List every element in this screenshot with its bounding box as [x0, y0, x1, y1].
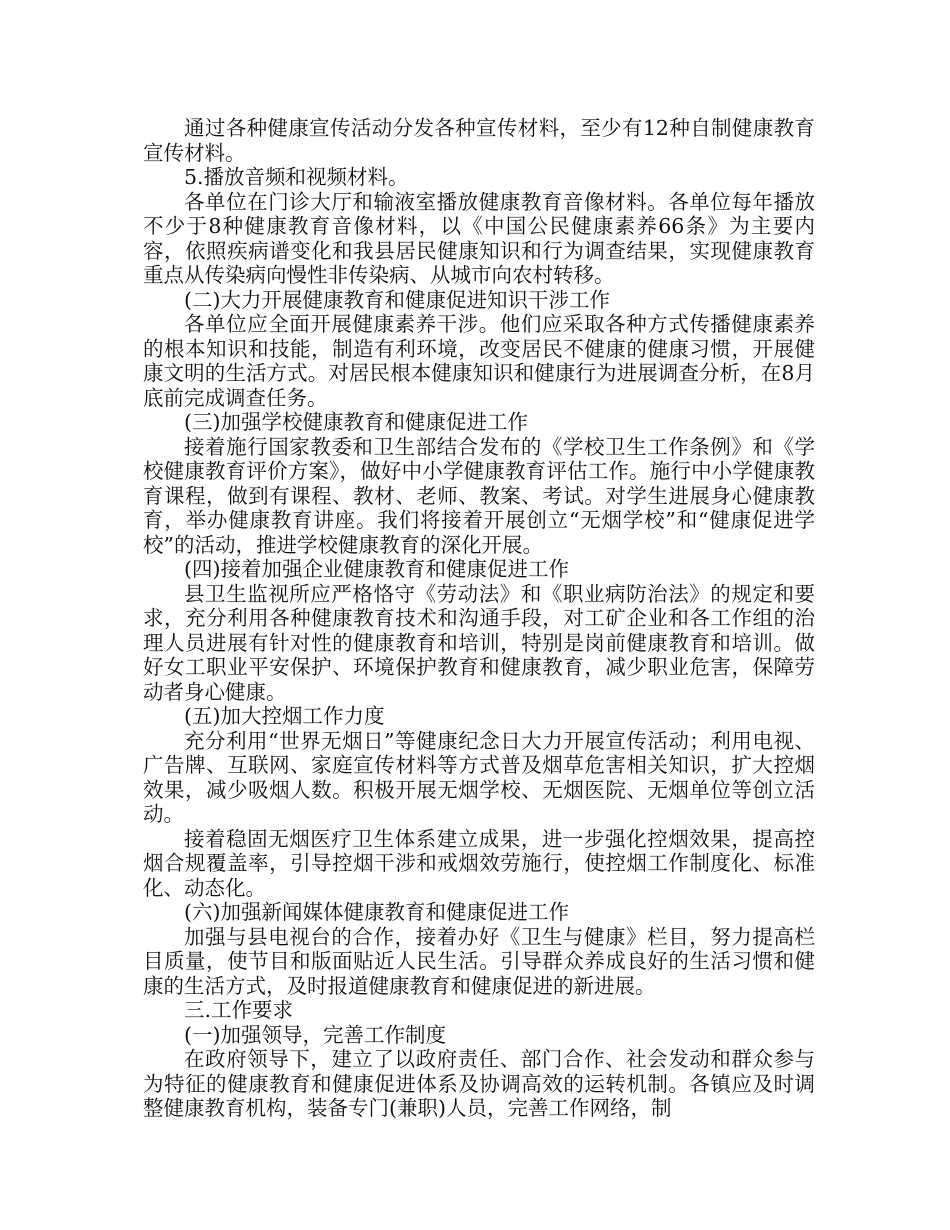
- section-heading-leadership: (一)加强领导，完善工作制度: [184, 1022, 446, 1047]
- section-heading-3: (三)加强学校健康教育和健康促进工作: [184, 410, 528, 434]
- document-body: [143, 116, 815, 1121]
- section-heading-audio-video: 5.播放音频和视频材料。: [184, 165, 409, 189]
- section-heading-4: (四)接着加强企业健康教育和健康促进工作: [184, 557, 569, 581]
- paragraph-health-literacy: 各单位应全面开展健康素养干涉。他们应采取各种方式传播健康素养的根本知识和技能，制造有利环境，改变居民不健康的健康习惯，开展健康文明的生活方式。对居民根本健康知识和健康行为进展调查分析，在8月底前完成调查任务。: [143, 312, 815, 410]
- section-heading-6: (六)加强新闻媒体健康教育和健康促进工作: [184, 900, 569, 924]
- section-heading-requirements: 三.工作要求: [184, 998, 294, 1022]
- section-heading-5: (五)加大控烟工作力度: [184, 704, 385, 728]
- paragraph-enterprise-health: 县卫生监视所应严格恪守《劳动法》和《职业病防治法》的规定和要求，充分利用各种健康教育技术和沟通手段，对工矿企业和各工作组的治理人员进展有针对性的健康教育和培训，特别是岗前健康教育和培训。做好女工职业平安保护、环境保护教育和健康教育，减少职业危害，保障劳动者身心健康。: [143, 581, 815, 704]
- paragraph-tobacco-control-2: 接着稳固无烟医疗卫生体系建立成果，进一步强化控烟效果，提高控烟合规覆盖率，引导控烟干涉和戒烟效劳施行，使控烟工作制度化、标准化、动态化。: [143, 826, 815, 900]
- paragraph-audio-video: 各单位在门诊大厅和输液室播放健康教育音像材料。各单位每年播放不少于8种健康教育音像材料，以《中国公民健康素养66条》为主要内容，依照疾病谱变化和我县居民健康知识和行为调查结果，实现健康教育重点从传染病向慢性非传染病、从城市向农村转移。: [143, 189, 815, 287]
- paragraph-leadership: 在政府领导下，建立了以政府责任、部门合作、社会发动和群众参与为特征的健康教育和健康促进体系及协调高效的运转机制。各镇应及时调整健康教育机构，装备专门(兼职)人员，完善工作网络，制: [143, 1047, 815, 1120]
- paragraph-school-health: 接着施行国家教委和卫生部结合发布的《学校卫生工作条例》和《学校健康教育评价方案》，做好中小学健康教育评估工作。施行中小学健康教育课程，做到有课程、教材、老师、教案、考试。对学生进展身心健康教育，举办健康教育讲座。我们将接着开展创立“无烟学校”和“健康促进学校”的活动，推进学校健康教育的深化开展。: [143, 434, 815, 557]
- section-heading-2: (二)大力开展健康教育和健康促进知识干涉工作: [184, 287, 610, 312]
- paragraph-media: 加强与县电视台的合作，接着办好《卫生与健康》栏目，努力提高栏目质量，使节目和版面贴近人民生活。引导群众养成良好的生活习惯和健康的生活方式，及时报道健康教育和健康促进的新进展。: [143, 924, 815, 998]
- paragraph-materials-distribution: 通过各种健康宣传活动分发各种宣传材料，至少有12种自制健康教育宣传材料。: [143, 116, 815, 165]
- paragraph-tobacco-control-1: 充分利用“世界无烟日”等健康纪念日大力开展宣传活动；利用电视、广告牌、互联网、家庭宣传材料等方式普及烟草危害相关知识，扩大控烟效果，减少吸烟人数。积极开展无烟学校、无烟医院、无烟单位等创立活动。: [143, 728, 815, 826]
